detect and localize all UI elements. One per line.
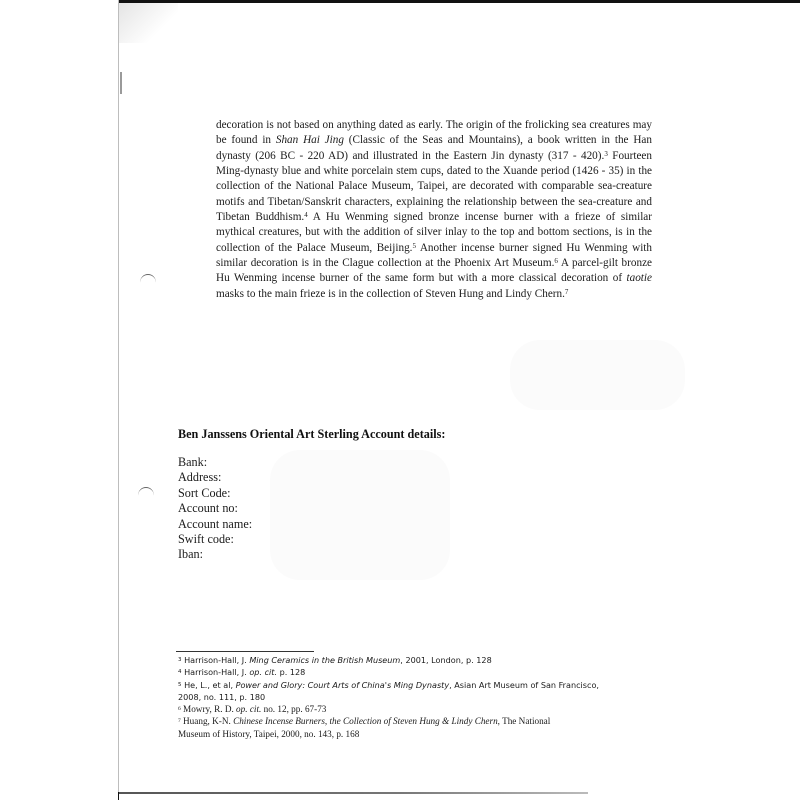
footnote-title: Chinese Incense Burners, the Collection of Steven Hung & Lindy Chern bbox=[233, 716, 498, 727]
footnote-7-cont: Museum of History, Taipei, 2000, no. 143, p. 168 bbox=[178, 728, 360, 739]
italic-term: taotie bbox=[626, 272, 652, 285]
footnote-title: op. cit. bbox=[236, 704, 262, 715]
account-fields bbox=[178, 455, 252, 563]
scan-edge-top bbox=[118, 0, 800, 3]
body-text: A Hu Wenming signed bronze incense burner with a frieze of similar mythical creatures, but with the addition of silver inlay to the top and bottom sections, is in the collection of the Palace Museum, Beijing. bbox=[216, 211, 652, 254]
footnote-6 bbox=[178, 703, 648, 715]
footnote-divider bbox=[176, 651, 314, 652]
italic-title: Shan Hai Jing bbox=[275, 134, 344, 147]
punch-hole-mark bbox=[138, 487, 154, 504]
footnote-text: , 2001, London, p. 128 bbox=[400, 655, 492, 665]
field-account-no: Account no: bbox=[178, 501, 238, 516]
footnotes bbox=[178, 654, 648, 740]
footnote-text: Mowry, R. D. bbox=[180, 704, 237, 715]
footnote-ref: 3 bbox=[604, 149, 608, 158]
scan-mark bbox=[120, 72, 122, 94]
footnote-text: Huang, K-N. bbox=[180, 716, 234, 727]
redaction-area bbox=[510, 340, 685, 410]
footnote-text: no. 12, pp. 67-73 bbox=[261, 704, 327, 715]
footnote-text: p. 128 bbox=[277, 667, 306, 678]
footnote-number: 5 bbox=[178, 681, 182, 688]
footnote-number: 4 bbox=[178, 669, 182, 676]
footnote-title: op. cit. bbox=[249, 667, 278, 678]
footnote-4 bbox=[178, 666, 648, 678]
field-address: Address: bbox=[178, 470, 222, 485]
scan-edge-bottom bbox=[118, 792, 588, 794]
scan-edge-left bbox=[118, 0, 119, 800]
footnote-text: Harrison-Hall, J. bbox=[181, 655, 250, 665]
footnote-7 bbox=[178, 715, 648, 727]
field-account-name: Account name: bbox=[178, 516, 253, 531]
footnote-ref: 4 bbox=[304, 211, 308, 220]
footnote-text: , The National bbox=[497, 716, 551, 727]
body-text: Fourteen Ming-dynasty blue and white porcelain stem cups, dated to the Xuande period (1426 - 35) in the collection of the National Palace Museum, Taipei, are decorated with comparable sea-creature motifs and Tibetan/Sanskrit characters, explaining the relationship between the sea-creature and Tibetan Buddhism. bbox=[216, 149, 652, 224]
footnote-title: Ming Ceramics in the British Museum bbox=[249, 655, 401, 665]
footnote-text: , Asian Art Museum of San Francisco, bbox=[449, 679, 599, 690]
scan-edge-corner bbox=[118, 792, 119, 800]
footnote-5-cont: 2008, no. 111, p. 180 bbox=[178, 691, 266, 702]
footnote-number: 3 bbox=[178, 657, 182, 663]
body-paragraph bbox=[216, 118, 652, 302]
footnote-3 bbox=[178, 654, 648, 666]
footnote-title: Power and Glory: Court Arts of China's Ming Dynasty bbox=[235, 679, 450, 690]
field-swift-code: Swift code: bbox=[178, 532, 234, 547]
body-text: (Classic of the Seas and Mountains), a book written in the Han dynasty (206 BC - 220 AD) and illustrated in the Eastern Jin dynasty (317 - 420). bbox=[216, 134, 652, 162]
field-bank: Bank: bbox=[178, 455, 208, 469]
body-text: A parcel-gilt bronze Hu Wenming incense burner of the same form but with a more classical decoration of bbox=[216, 257, 652, 285]
footnote-ref: 5 bbox=[412, 241, 416, 250]
footnote-number: 6 bbox=[178, 706, 181, 713]
redaction-area bbox=[270, 450, 450, 580]
body-text: decoration is not based on anything dated as early. The origin of the frolicking sea creatures may be found in bbox=[216, 119, 652, 147]
footnote-5 bbox=[178, 679, 648, 691]
punch-hole-mark bbox=[140, 274, 156, 291]
body-text: masks to the main frieze is in the collection of Steven Hung and Lindy Chern. bbox=[216, 287, 565, 300]
footnote-ref: 7 bbox=[564, 287, 569, 296]
scan-shadow bbox=[118, 3, 178, 43]
body-text: Another incense burner signed Hu Wenming with similar decoration is in the Clague collection at the Phoenix Art Museum. bbox=[216, 241, 653, 270]
footnote-text: Harrison-Hall, J. bbox=[181, 667, 250, 678]
field-iban: Iban: bbox=[178, 547, 204, 562]
footnote-ref: 6 bbox=[554, 257, 558, 266]
account-details-heading: Ben Janssens Oriental Art Sterling Account details: bbox=[178, 427, 446, 441]
field-sort-code: Sort Code: bbox=[178, 485, 231, 500]
footnote-number: 7 bbox=[178, 718, 181, 725]
footnote-text: He, L., et al, bbox=[181, 679, 236, 690]
